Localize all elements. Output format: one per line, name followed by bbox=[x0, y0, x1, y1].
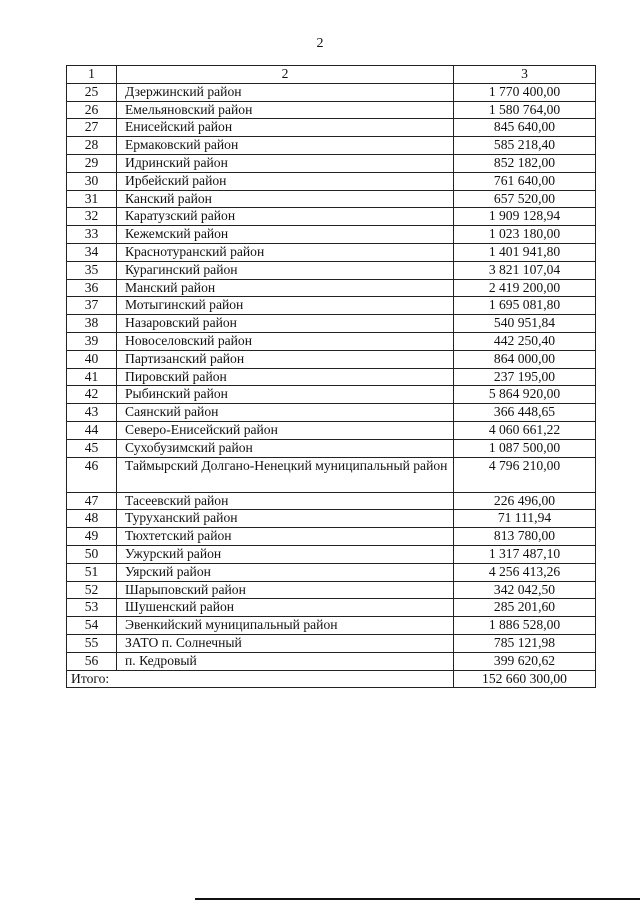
row-amount: 4 796 210,00 bbox=[454, 457, 596, 492]
row-number: 52 bbox=[67, 581, 117, 599]
row-number: 39 bbox=[67, 332, 117, 350]
row-district: Тюхтетский район bbox=[117, 528, 454, 546]
row-amount: 3 821 107,04 bbox=[454, 261, 596, 279]
row-number: 43 bbox=[67, 404, 117, 422]
row-amount: 785 121,98 bbox=[454, 634, 596, 652]
row-amount: 585 218,40 bbox=[454, 137, 596, 155]
table-row bbox=[67, 439, 596, 457]
row-number: 34 bbox=[67, 243, 117, 261]
table-row bbox=[67, 404, 596, 422]
row-amount: 852 182,00 bbox=[454, 154, 596, 172]
row-district: Ермаковский район bbox=[117, 137, 454, 155]
row-district: Каратузский район bbox=[117, 208, 454, 226]
row-district: Туруханский район bbox=[117, 510, 454, 528]
row-number: 26 bbox=[67, 101, 117, 119]
row-number: 28 bbox=[67, 137, 117, 155]
table-header-row bbox=[67, 66, 596, 84]
table-row bbox=[67, 332, 596, 350]
page-number: 2 bbox=[316, 36, 324, 51]
row-district: Сухобузимский район bbox=[117, 439, 454, 457]
row-district: Енисейский район bbox=[117, 119, 454, 137]
row-amount: 342 042,50 bbox=[454, 581, 596, 599]
table-row bbox=[67, 119, 596, 137]
table-row bbox=[67, 652, 596, 670]
table-row bbox=[67, 492, 596, 510]
row-district: Кежемский район bbox=[117, 226, 454, 244]
row-amount: 1 580 764,00 bbox=[454, 101, 596, 119]
row-number: 30 bbox=[67, 172, 117, 190]
row-district: Дзержинский район bbox=[117, 83, 454, 101]
row-number: 53 bbox=[67, 599, 117, 617]
row-amount: 4 256 413,26 bbox=[454, 563, 596, 581]
row-amount: 657 520,00 bbox=[454, 190, 596, 208]
table-row bbox=[67, 172, 596, 190]
table-row bbox=[67, 243, 596, 261]
row-amount: 442 250,40 bbox=[454, 332, 596, 350]
row-district: Идринский район bbox=[117, 154, 454, 172]
row-amount: 1 886 528,00 bbox=[454, 617, 596, 635]
row-district: Новоселовский район bbox=[117, 332, 454, 350]
row-district: Курагинский район bbox=[117, 261, 454, 279]
row-district: Тасеевский район bbox=[117, 492, 454, 510]
row-number: 56 bbox=[67, 652, 117, 670]
total-amount: 152 660 300,00 bbox=[454, 670, 596, 688]
total-row bbox=[67, 670, 596, 688]
table-row bbox=[67, 137, 596, 155]
row-number: 27 bbox=[67, 119, 117, 137]
row-district: Пировский район bbox=[117, 368, 454, 386]
row-amount: 1 909 128,94 bbox=[454, 208, 596, 226]
row-number: 38 bbox=[67, 315, 117, 333]
row-number: 36 bbox=[67, 279, 117, 297]
row-number: 49 bbox=[67, 528, 117, 546]
row-number: 33 bbox=[67, 226, 117, 244]
row-number: 40 bbox=[67, 350, 117, 368]
column-header-number: 1 bbox=[67, 66, 117, 84]
row-district: Саянский район bbox=[117, 404, 454, 422]
row-amount: 5 864 920,00 bbox=[454, 386, 596, 404]
row-number: 31 bbox=[67, 190, 117, 208]
row-number: 35 bbox=[67, 261, 117, 279]
table-row bbox=[67, 190, 596, 208]
row-district: Мотыгинский район bbox=[117, 297, 454, 315]
column-header-amount: 3 bbox=[454, 66, 596, 84]
row-district: ЗАТО п. Солнечный bbox=[117, 634, 454, 652]
table-row bbox=[67, 386, 596, 404]
table-row bbox=[67, 457, 596, 492]
row-number: 41 bbox=[67, 368, 117, 386]
row-number: 45 bbox=[67, 439, 117, 457]
row-number: 46 bbox=[67, 457, 117, 492]
table-row bbox=[67, 510, 596, 528]
row-number: 29 bbox=[67, 154, 117, 172]
row-district: Краснотуранский район bbox=[117, 243, 454, 261]
row-number: 50 bbox=[67, 545, 117, 563]
row-district: Ирбейский район bbox=[117, 172, 454, 190]
row-amount: 864 000,00 bbox=[454, 350, 596, 368]
table-row bbox=[67, 208, 596, 226]
row-amount: 2 419 200,00 bbox=[454, 279, 596, 297]
table-row bbox=[67, 599, 596, 617]
row-number: 32 bbox=[67, 208, 117, 226]
row-district: Уярский район bbox=[117, 563, 454, 581]
row-district: Ужурский район bbox=[117, 545, 454, 563]
table-row bbox=[67, 315, 596, 333]
row-district: Емельяновский район bbox=[117, 101, 454, 119]
row-amount: 1 023 180,00 bbox=[454, 226, 596, 244]
table-row bbox=[67, 368, 596, 386]
table-row bbox=[67, 154, 596, 172]
table-row bbox=[67, 83, 596, 101]
table-row bbox=[67, 279, 596, 297]
table-row bbox=[67, 261, 596, 279]
row-district: Рыбинский район bbox=[117, 386, 454, 404]
table-row bbox=[67, 545, 596, 563]
row-district: Шарыповский район bbox=[117, 581, 454, 599]
row-district: Эвенкийский муниципальный район bbox=[117, 617, 454, 635]
row-number: 47 bbox=[67, 492, 117, 510]
row-amount: 1 401 941,80 bbox=[454, 243, 596, 261]
row-number: 54 bbox=[67, 617, 117, 635]
row-district: Партизанский район bbox=[117, 350, 454, 368]
row-district: Шушенский район bbox=[117, 599, 454, 617]
row-district: Назаровский район bbox=[117, 315, 454, 333]
table-body bbox=[67, 83, 596, 670]
row-amount: 1 317 487,10 bbox=[454, 545, 596, 563]
row-number: 48 bbox=[67, 510, 117, 528]
row-amount: 71 111,94 bbox=[454, 510, 596, 528]
row-district: Манский район bbox=[117, 279, 454, 297]
row-number: 37 bbox=[67, 297, 117, 315]
row-amount: 1 770 400,00 bbox=[454, 83, 596, 101]
row-district: Канский район bbox=[117, 190, 454, 208]
row-amount: 761 640,00 bbox=[454, 172, 596, 190]
row-number: 44 bbox=[67, 421, 117, 439]
row-amount: 399 620,62 bbox=[454, 652, 596, 670]
table-row bbox=[67, 297, 596, 315]
table-row bbox=[67, 350, 596, 368]
row-amount: 1 087 500,00 bbox=[454, 439, 596, 457]
row-amount: 237 195,00 bbox=[454, 368, 596, 386]
table-row bbox=[67, 563, 596, 581]
row-amount: 1 695 081,80 bbox=[454, 297, 596, 315]
row-district: Северо-Енисейский район bbox=[117, 421, 454, 439]
row-number: 55 bbox=[67, 634, 117, 652]
table-row bbox=[67, 634, 596, 652]
table-row bbox=[67, 421, 596, 439]
row-district: Таймырский Долгано-Ненецкий муниципальный район bbox=[117, 457, 454, 492]
table-row bbox=[67, 581, 596, 599]
row-amount: 4 060 661,22 bbox=[454, 421, 596, 439]
table-row bbox=[67, 617, 596, 635]
row-district: п. Кедровый bbox=[117, 652, 454, 670]
row-number: 42 bbox=[67, 386, 117, 404]
total-label: Итого: bbox=[67, 670, 454, 688]
footer-line bbox=[195, 898, 640, 900]
table-row bbox=[67, 528, 596, 546]
row-number: 51 bbox=[67, 563, 117, 581]
row-amount: 226 496,00 bbox=[454, 492, 596, 510]
allocation-table bbox=[66, 65, 596, 688]
row-amount: 285 201,60 bbox=[454, 599, 596, 617]
table-row bbox=[67, 226, 596, 244]
column-header-name: 2 bbox=[117, 66, 454, 84]
row-amount: 813 780,00 bbox=[454, 528, 596, 546]
row-amount: 366 448,65 bbox=[454, 404, 596, 422]
row-amount: 845 640,00 bbox=[454, 119, 596, 137]
row-amount: 540 951,84 bbox=[454, 315, 596, 333]
table-row bbox=[67, 101, 596, 119]
row-number: 25 bbox=[67, 83, 117, 101]
